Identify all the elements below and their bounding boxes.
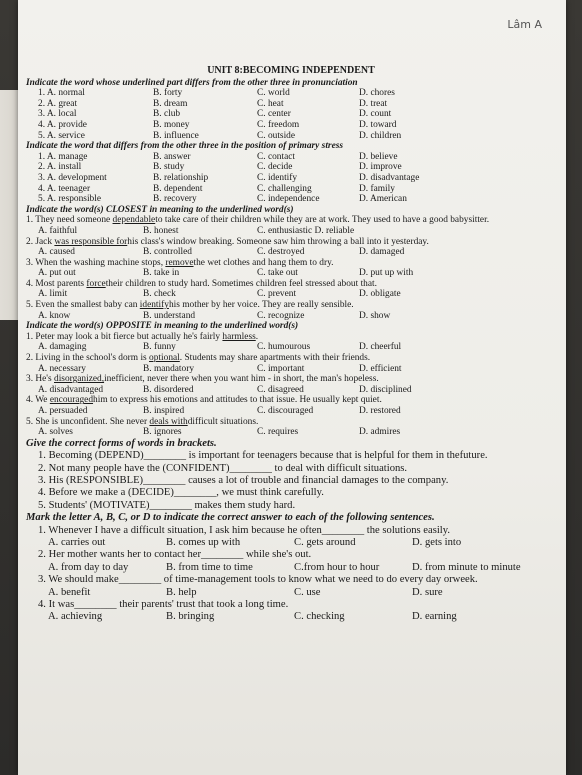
option-d: D. earning [412,611,457,623]
question-text: 1. Peter may look a bit fierce but actually he's fairly [26,331,223,342]
lower-half [26,438,556,624]
option-row [26,611,556,623]
option-c: C. world [257,88,290,99]
question: 2. Her mother wants her to contact her________ while she's out. [38,549,312,561]
word-form-item: 5. Students' (MOTIVATE)________ makes them study hard. [38,499,296,511]
question [26,332,556,343]
question-text: him to express his emotions and attitudes to that issue. He usually kept quiet. [93,395,382,406]
option-d: D. children [359,130,402,141]
option-b: B. ignores [143,427,182,438]
option-a: A. damaging [38,342,87,353]
underlined-word: disorganized, [54,374,105,385]
option-row [26,587,556,599]
question-text: . [255,331,259,342]
option-a: 4. A. teenager [38,183,91,194]
option-b: B. understand [143,310,196,321]
question-text: 3. He's [26,374,54,385]
option-a: A. necessary [38,363,86,374]
option-b: B. disordered [143,384,194,395]
option-row [26,152,556,163]
underlined-word: force [86,278,106,289]
option-d: D. put up with [359,268,414,279]
option-row [26,109,556,120]
question-text: difficult situations. [187,416,259,427]
option-b: B. honest [143,225,179,236]
question-text: 5. She is unconfident. She never [26,416,150,427]
option-b: B. money [153,119,190,130]
option-d: D. gets into [412,537,462,549]
option-d: D. sure [412,586,443,598]
question [26,215,556,226]
underlined-word: encouraged [49,395,94,406]
question-text: 2. Living in the school's dorm is [26,353,150,364]
option-b: B. mandatory [143,363,195,374]
name-tag: Lâm A [507,18,542,31]
option-a: 3. A. development [38,172,107,183]
option-a: 5. A. service [38,130,85,141]
option-d: D. improve [359,162,402,173]
option-c: C. recognize [257,310,305,321]
option-row [26,311,556,322]
underlined-word: dependable [112,215,156,226]
question-text: his class's window breaking. Someone saw him throwing a ball into it yesterday. [127,236,429,247]
option-d: D. count [359,109,392,120]
option-a: A. achieving [48,611,103,623]
option-c: C. enthusiastic D. reliable [257,225,355,236]
option-c: C. disagreed [257,384,304,395]
option-a: 4. A. provide [38,119,87,130]
question: 4. It was________ their parents' trust that took a long time. [38,599,289,611]
option-c: C. checking [294,611,345,623]
option-d: D. disadvantage [359,172,420,183]
option-b: B. forty [153,88,183,99]
underlined-word: identify [139,300,169,311]
option-row [26,120,556,131]
page-title: UNIT 8:BECOMING INDEPENDENT [207,65,375,76]
option-a: A. put out [38,268,76,279]
option-d: D. toward [359,119,397,130]
option-c: C. gets around [294,537,356,549]
option-b: B. relationship [153,172,209,183]
question [26,353,556,364]
option-d: D. damaged [359,247,405,258]
question-text: 3. When the washing machine stops, [26,257,166,268]
section-3-instruction: Indicate the word(s) CLOSEST in meaning to the underlined word(s) [26,204,294,215]
option-d: D. family [359,183,395,194]
option-d [359,226,489,237]
option-b: B. inspired [143,406,185,416]
option-c: C. decide [257,162,293,173]
option-a: A. from day to day [48,561,129,573]
option-row [26,427,556,438]
question-text: 2. Jack [26,236,55,247]
option-row [26,289,556,300]
option-b: B. comes up with [166,537,241,549]
option-c: C. prevent [257,289,297,300]
underlined-word: optional [149,353,180,364]
question-text: the wet clothes and hang them to dry. [193,257,334,268]
option-d: D. from minute to minute [412,561,521,573]
question-text: . Students may share apartments with their friends. [179,353,371,364]
question-text: 4. We [26,395,50,406]
option-a: A. know [38,310,71,321]
option-c: C. challenging [257,183,312,194]
question: 3. We should make________ of time-management tools to know what we need to do every day orweek. [38,574,478,586]
question: 1. Whenever I have a difficult situation, I ask him because he often________ the solutions easily. [38,524,450,536]
section-5-instruction: Give the correct forms of words in brackets. [26,437,217,449]
option-d: D. disciplined [359,384,412,395]
option-row [26,342,556,353]
option-c: C. identify [257,172,298,183]
option-b: B. controlled [143,247,192,258]
option-d: D. treat [359,98,388,109]
option-a: 5. A. responsible [38,194,102,205]
option-b: B. study [153,162,185,173]
option-d: D. admires [359,427,401,438]
option-row [26,364,556,375]
option-row [26,162,556,173]
option-c: C. use [294,586,321,598]
option-c: C. discouraged [257,406,314,416]
underlined-word: deals with [149,416,188,427]
section-2-instruction: Indicate the word that differs from the other three in the position of primary stress [26,141,344,152]
option-d: D. show [359,310,391,321]
option-b: B. influence [153,130,199,141]
option-c: C. contact [257,151,296,162]
option-b: B. recovery [153,194,197,205]
option-row [26,99,556,110]
option-a: 1. A. normal [38,88,85,99]
option-b: B. help [166,586,197,598]
worksheet-paper [18,0,566,775]
question [26,258,556,269]
option-c: C. freedom [257,119,300,130]
option-row [26,385,556,396]
question-text: to take care of their children while they are at work. They used to have a good babysitter. [155,215,490,226]
option-row [26,562,556,574]
option-row [26,88,556,99]
option-d: D. chores [359,88,395,99]
option-d: D. American [359,194,407,205]
option-c: C. destroyed [257,247,305,258]
option-a: A. caused [38,247,75,258]
option-row [26,194,556,205]
option-d: D. cheerful [359,342,402,353]
option-b: B. take in [143,268,180,279]
option-a: 3. A. local [38,109,77,120]
question [26,300,556,311]
option-c: C. important [257,363,305,374]
option-b: B. from time to time [166,561,253,573]
question-text: inefficient, never there when you want him - in short, the man's hopeless. [104,374,379,385]
question [26,279,556,290]
option-b: B. dependent [153,183,203,194]
question [26,237,556,248]
option-c: C. requires [257,427,299,438]
option-row [26,406,556,417]
option-b: B. club [153,109,181,120]
word-form-item: 2. Not many people have the (CONFIDENT)________ to deal with difficult situations. [38,462,408,474]
question-text: 5. Even the smallest baby can [26,300,140,311]
option-d: D. restored [359,406,401,416]
underlined-word: was responsible for [54,236,128,247]
question-text: 4. Most parents [26,278,87,289]
option-c: C.from hour to hour [294,561,380,573]
option-c: C. take out [257,268,298,279]
option-a: 2. A. install [38,162,82,173]
option-a: A. persuaded [38,406,88,416]
option-a: 1. A. manage [38,151,88,162]
section-6-instruction: Mark the letter A, B, C, or D to indicate the correct answer to each of the following sentences. [26,512,435,524]
option-a: A. faithful [38,225,78,236]
word-form-item: 4. Before we make a (DECIDE)________, we must think carefully. [38,487,324,499]
underlined-word: harmless [222,331,256,342]
option-d: D. believe [359,151,398,162]
underlined-word: remove [165,257,194,268]
question-text: 1. They need someone [26,215,113,226]
option-b: B. check [143,289,176,300]
option-b: B. bringing [166,611,215,623]
option-a: A. benefit [48,586,91,598]
word-form-item: 3. His (RESPONSIBLE)________ causes a lot of trouble and financial damages to the company. [38,475,449,486]
option-a: 2. A. great [38,98,78,109]
option-b: B. funny [143,342,176,353]
option-d: D. efficient [359,363,402,374]
option-a: A. carries out [48,537,106,549]
option-c: C. outside [257,130,296,141]
option-a: A. disadvantaged [38,384,104,395]
option-b: B. answer [153,151,191,162]
option-row [26,184,556,195]
option-row [26,226,556,237]
option-row [26,131,556,142]
option-c: C. center [257,109,291,120]
option-a: A. solves [38,427,73,438]
option-row [26,247,556,258]
option-row [26,173,556,184]
option-row [26,268,556,279]
section-4-instruction: Indicate the word(s) OPPOSITE in meaning to the underlined word(s) [26,321,299,332]
option-c: C. independence [257,194,320,205]
word-form-item: 1. Becoming (DEPEND)________ is important for teenagers because that is helpful for them in thefuture. [38,450,488,462]
option-c: C. heat [257,98,284,109]
option-b: B. dream [153,98,188,109]
option-a: A. limit [38,289,68,300]
question-text: their children to study hard. Sometimes children feel stressed about that. [105,278,377,289]
worksheet-content [26,66,556,624]
option-row [26,537,556,549]
question-text: his mother by her voice. They are really sensible. [168,300,354,311]
option-c: C. humourous [257,342,311,353]
question [26,417,556,428]
question [26,374,556,385]
option-d: D. obligate [359,289,401,300]
question [26,395,556,406]
section-1-instruction: Indicate the word whose underlined part differs from the other three in pronunciation [26,77,358,88]
